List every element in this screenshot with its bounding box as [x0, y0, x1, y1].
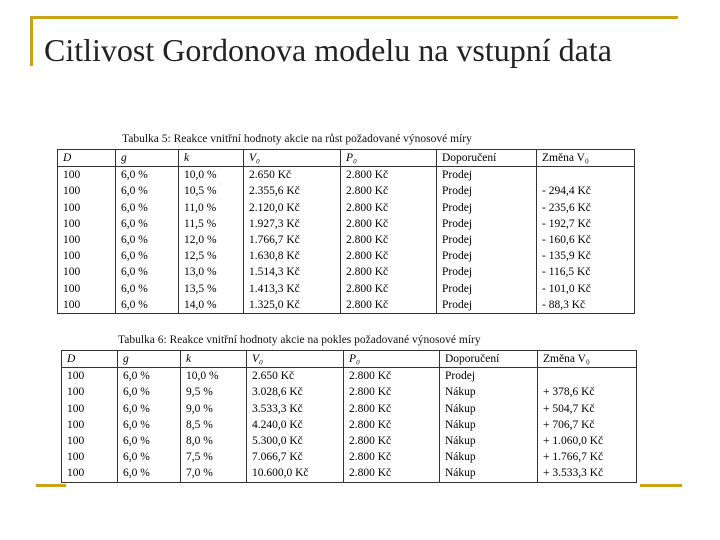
table5-cell: Prodej — [437, 248, 537, 264]
table5-cell: 12,0 % — [179, 232, 244, 248]
table5-cell: 100 — [58, 248, 116, 264]
table6-cell: Nákup — [440, 417, 538, 433]
table5-cell: 100 — [58, 264, 116, 280]
table6-cell: Nákup — [440, 401, 538, 417]
table5-cell: 2.800 Kč — [341, 216, 437, 232]
table5-cell: 100 — [58, 297, 116, 314]
slide-frame-bottom-left-rule — [36, 484, 66, 487]
table5-cell: 100 — [58, 281, 116, 297]
table6-cell: 6,0 % — [118, 384, 181, 400]
table5-cell: Prodej — [437, 281, 537, 297]
table5-cell: 6,0 % — [116, 200, 179, 216]
table5-cell: 2.800 Kč — [341, 248, 437, 264]
table5-cell: 2.120,0 Kč — [244, 200, 341, 216]
table5-header-cell: D — [58, 150, 116, 167]
table6-cell: Prodej — [440, 368, 538, 385]
table6-cell: 6,0 % — [118, 433, 181, 449]
table5-cell: 10,5 % — [179, 183, 244, 199]
table5-caption: Tabulka 5: Reakce vnitřní hodnoty akcie na růst požadované výnosové míry — [122, 133, 472, 145]
table6-cell: 6,0 % — [118, 465, 181, 482]
table5-cell: 13,0 % — [179, 264, 244, 280]
table6-cell: 3.533,3 Kč — [247, 401, 344, 417]
table5-cell: 2.800 Kč — [341, 232, 437, 248]
table5-header-cell: Doporučení — [437, 150, 537, 167]
table5-cell: 100 — [58, 167, 116, 184]
slide-title: Citlivost Gordonova modelu na vstupní data — [44, 32, 612, 68]
table6-cell: 100 — [62, 449, 118, 465]
table6-cell — [538, 368, 637, 385]
table6-header-cell: D — [62, 351, 118, 368]
table5-cell: 2.650 Kč — [244, 167, 341, 184]
table6-cell: 7,0 % — [181, 465, 247, 482]
table6-cell: 100 — [62, 401, 118, 417]
table5-cell: 6,0 % — [116, 232, 179, 248]
table5-cell: Prodej — [437, 297, 537, 314]
table6-cell: 2.800 Kč — [344, 384, 440, 400]
table6-cell: + 1.060,0 Kč — [538, 433, 637, 449]
table6-header-cell: g — [118, 351, 181, 368]
table5-cell: Prodej — [437, 216, 537, 232]
table5-cell: - 192,7 Kč — [537, 216, 635, 232]
table6-row — [62, 368, 637, 385]
table5-row — [58, 167, 635, 184]
table5-cell: 2.800 Kč — [341, 200, 437, 216]
table5-cell: - 160,6 Kč — [537, 232, 635, 248]
table5-cell: 100 — [58, 232, 116, 248]
table6-cell: 100 — [62, 465, 118, 482]
table6-caption: Tabulka 6: Reakce vnitřní hodnoty akcie na pokles požadované výnosové míry — [118, 334, 481, 346]
table6-cell: 100 — [62, 384, 118, 400]
table5-header-cell: k — [179, 150, 244, 167]
table5-cell: 1.927,3 Kč — [244, 216, 341, 232]
table6-cell: 4.240,0 Kč — [247, 417, 344, 433]
table5-cell: 11,5 % — [179, 216, 244, 232]
table5-cell: 6,0 % — [116, 281, 179, 297]
table5 — [57, 149, 635, 314]
table5-cell: 2.800 Kč — [341, 297, 437, 314]
table5-row — [58, 281, 635, 297]
table6-row — [62, 384, 637, 400]
table5-header-cell: Změna V₀ — [537, 150, 635, 167]
table5-row — [58, 232, 635, 248]
table6-cell: 10,0 % — [181, 368, 247, 385]
table5-cell: Prodej — [437, 264, 537, 280]
table5-cell: - 116,5 Kč — [537, 264, 635, 280]
table6-cell: 100 — [62, 417, 118, 433]
table5-row — [58, 248, 635, 264]
table6-header-cell: k — [181, 351, 247, 368]
table5-cell: Prodej — [437, 232, 537, 248]
slide-frame-top-rule — [30, 16, 678, 19]
table5-cell: 6,0 % — [116, 216, 179, 232]
table6-cell: 6,0 % — [118, 417, 181, 433]
table6-cell: 6,0 % — [118, 401, 181, 417]
table6-cell: 6,0 % — [118, 368, 181, 385]
table5-cell: 100 — [58, 216, 116, 232]
table5-cell: Prodej — [437, 167, 537, 184]
table6-header-cell: P₀ — [344, 351, 440, 368]
table5-header-cell: g — [116, 150, 179, 167]
table5-cell: 6,0 % — [116, 297, 179, 314]
table5-cell: - 294,4 Kč — [537, 183, 635, 199]
table5-cell: 11,0 % — [179, 200, 244, 216]
table5-cell: Prodej — [437, 200, 537, 216]
table6-cell: 3.028,6 Kč — [247, 384, 344, 400]
table6-header-cell: Změna V₀ — [538, 351, 637, 368]
table6-row — [62, 449, 637, 465]
table5-cell: - 235,6 Kč — [537, 200, 635, 216]
table5-header-cell: V₀ — [244, 150, 341, 167]
table5-cell: 10,0 % — [179, 167, 244, 184]
table5-cell: 2.800 Kč — [341, 281, 437, 297]
table5-row — [58, 264, 635, 280]
table5-row — [58, 183, 635, 199]
table6-cell: 6,0 % — [118, 449, 181, 465]
table6-header-cell: V₀ — [247, 351, 344, 368]
table5-cell: 2.800 Kč — [341, 183, 437, 199]
table5-cell: 13,5 % — [179, 281, 244, 297]
table6-cell: 2.800 Kč — [344, 449, 440, 465]
table6-cell: + 504,7 Kč — [538, 401, 637, 417]
table6-row — [62, 417, 637, 433]
table5-cell: 6,0 % — [116, 183, 179, 199]
table5-body — [58, 167, 635, 314]
table5-cell: - 101,0 Kč — [537, 281, 635, 297]
table6-cell: Nákup — [440, 433, 538, 449]
table6-cell: + 706,7 Kč — [538, 417, 637, 433]
table6-cell: 8,0 % — [181, 433, 247, 449]
table6-cell: 9,0 % — [181, 401, 247, 417]
table6-cell: + 378,6 Kč — [538, 384, 637, 400]
table5-row — [58, 200, 635, 216]
table6-cell: Nákup — [440, 384, 538, 400]
table5-cell: 12,5 % — [179, 248, 244, 264]
table5-cell: 100 — [58, 200, 116, 216]
table6-cell: 9,5 % — [181, 384, 247, 400]
table5-cell: Prodej — [437, 183, 537, 199]
table5-row — [58, 216, 635, 232]
table6-cell: 100 — [62, 433, 118, 449]
table5-cell: 6,0 % — [116, 248, 179, 264]
slide-frame-bottom-right-rule — [640, 484, 682, 487]
table6-cell: 2.650 Kč — [247, 368, 344, 385]
table5-cell: - 88,3 Kč — [537, 297, 635, 314]
table5-cell: 2.800 Kč — [341, 264, 437, 280]
table6-cell: Nákup — [440, 449, 538, 465]
table6-cell: 2.800 Kč — [344, 433, 440, 449]
table6-cell: 8,5 % — [181, 417, 247, 433]
table6-cell: 7.066,7 Kč — [247, 449, 344, 465]
table5-header-row — [58, 150, 635, 167]
table6-cell: + 3.533,3 Kč — [538, 465, 637, 482]
table6-body — [62, 368, 637, 482]
table5-cell: - 135,9 Kč — [537, 248, 635, 264]
table5-cell: 6,0 % — [116, 167, 179, 184]
table5-cell: 2.355,6 Kč — [244, 183, 341, 199]
table6-cell: 5.300,0 Kč — [247, 433, 344, 449]
table6-cell: 2.800 Kč — [344, 368, 440, 385]
table5-header-cell: P₀ — [341, 150, 437, 167]
table5-cell: 1.766,7 Kč — [244, 232, 341, 248]
slide-frame-left-rule — [30, 16, 33, 66]
table6-cell: Nákup — [440, 465, 538, 482]
table6-cell: 2.800 Kč — [344, 401, 440, 417]
table6-row — [62, 401, 637, 417]
table6-header-cell: Doporučení — [440, 351, 538, 368]
table6-row — [62, 465, 637, 482]
table5-cell: 1.325,0 Kč — [244, 297, 341, 314]
table6-header-row — [62, 351, 637, 368]
table5-cell: 14,0 % — [179, 297, 244, 314]
table5-cell: 1.630,8 Kč — [244, 248, 341, 264]
table6-cell: 2.800 Kč — [344, 417, 440, 433]
table5-cell: 100 — [58, 183, 116, 199]
table5-cell: 6,0 % — [116, 264, 179, 280]
table6-cell: 2.800 Kč — [344, 465, 440, 482]
table6-cell: 100 — [62, 368, 118, 385]
table6-row — [62, 433, 637, 449]
table6-cell: 10.600,0 Kč — [247, 465, 344, 482]
table5-cell: 1.514,3 Kč — [244, 264, 341, 280]
table6-cell: 7,5 % — [181, 449, 247, 465]
table5-cell — [537, 167, 635, 184]
table5-cell: 2.800 Kč — [341, 167, 437, 184]
table5-row — [58, 297, 635, 314]
table5-cell: 1.413,3 Kč — [244, 281, 341, 297]
table6-cell: + 1.766,7 Kč — [538, 449, 637, 465]
table6 — [61, 350, 637, 483]
